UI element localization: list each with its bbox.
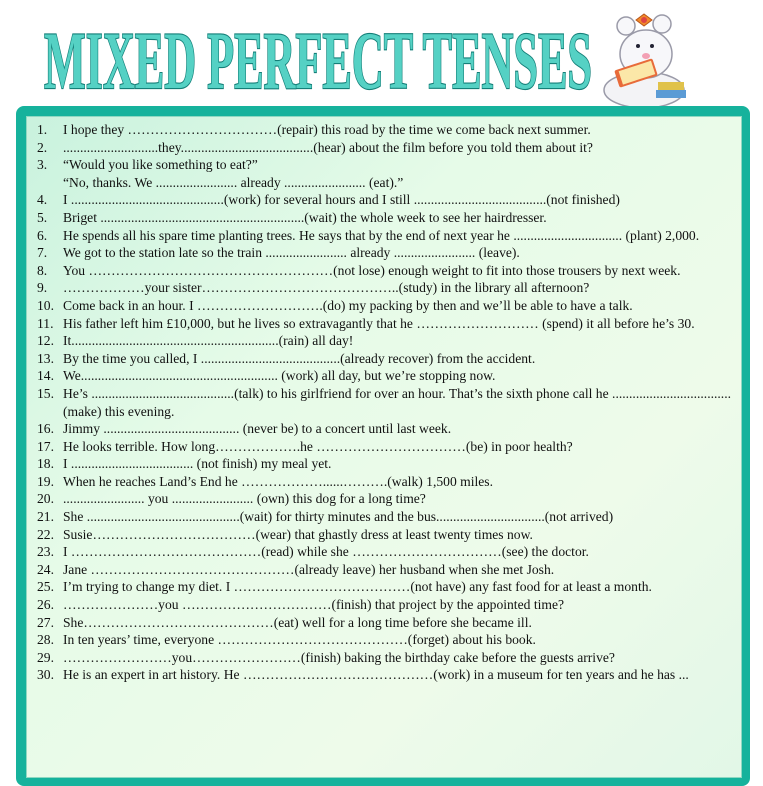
- exercise-item: [37, 666, 731, 684]
- item-number: 3.: [37, 157, 48, 173]
- exercise-item: [37, 367, 731, 385]
- item-number: 7.: [37, 245, 48, 261]
- item-text: ……………………you……………………(finish) baking the birthday cake before the guests arrive?: [63, 649, 615, 665]
- exercise-list: [37, 121, 731, 684]
- exercise-item: [37, 543, 731, 561]
- exercise-item: [37, 121, 731, 139]
- item-text: In ten years’ time, everyone ……………………………………(forget) about his book.: [63, 632, 536, 648]
- item-text: We.......................................................... (work) all day, but we’re stopping now.: [63, 368, 496, 384]
- item-text: It.............................................................(rain) all day!: [63, 333, 354, 349]
- item-text: She……………………………………(eat) well for a long time before she became ill.: [63, 614, 532, 630]
- exercise-item: [37, 156, 731, 174]
- item-number: 17.: [37, 438, 54, 454]
- exercise-item: [37, 297, 731, 315]
- item-text: He is an expert in art history. He ……………………………………(work) in a museum for ten years and he has ...: [63, 667, 689, 683]
- exercise-item: [37, 332, 731, 350]
- page-title: [40, 6, 600, 102]
- exercise-item: [37, 262, 731, 280]
- item-text: I .................................... (not finish) my meal yet.: [63, 456, 332, 472]
- exercise-item: [37, 227, 731, 245]
- item-number: 12.: [37, 333, 54, 349]
- item-text: She .............................................(wait) for thirty minutes and the bus................................(not arrived): [63, 509, 614, 525]
- item-number: 13.: [37, 350, 54, 366]
- item-text: Jane ………………………………………(already leave) her husband when she met Josh.: [63, 561, 555, 577]
- title-text: MIXED PERFECT TENSES: [44, 15, 592, 102]
- item-text: “No, thanks. We ........................ already ........................ (eat).”: [63, 174, 404, 190]
- exercise-item: [37, 139, 731, 157]
- exercise-item: [37, 455, 731, 473]
- exercise-item: [37, 279, 731, 297]
- item-number: 11.: [37, 315, 54, 331]
- exercise-item: [37, 438, 731, 456]
- item-number: [37, 174, 63, 192]
- item-number: 24.: [37, 561, 54, 577]
- item-number: 25.: [37, 579, 54, 595]
- item-text: His father left him £10,000, but he lives so extravagantly that he ……………………… (spend) it all before he’s 30.: [63, 315, 695, 331]
- item-text: I hope they ……………………………(repair) this road by the time we come back next summer.: [63, 122, 591, 137]
- item-text: ………………your sister……………………………………..(study) in the library all afternoon?: [63, 280, 590, 296]
- exercise-item: [37, 209, 731, 227]
- item-text: I .............................................(work) for several hours and I still .......................................(not finished): [63, 192, 620, 208]
- exercise-item: [37, 385, 731, 420]
- item-text: …………………you ……………………………(finish) that project by the appointed time?: [63, 597, 565, 613]
- exercise-item: [37, 631, 731, 649]
- item-text: I’m trying to change my diet. I …………………………………(not have) any fast food for at least a month.: [63, 579, 652, 595]
- item-number: 28.: [37, 632, 54, 648]
- item-number: 10.: [37, 297, 54, 313]
- item-number: 30.: [37, 667, 54, 683]
- item-number: 15.: [37, 385, 54, 401]
- item-number: 4.: [37, 192, 48, 208]
- item-text: Briget ............................................................(wait) the whole week to see her hairdresser.: [63, 209, 547, 225]
- item-number: 23.: [37, 544, 54, 560]
- exercise-item: [37, 350, 731, 368]
- item-text: ........................ you ........................ (own) this dog for a long time?: [63, 491, 426, 507]
- item-number: 2.: [37, 139, 48, 155]
- exercise-item: [37, 315, 731, 333]
- exercise-item: [37, 578, 731, 596]
- item-text: We got to the station late so the train ........................ already ........................ (leave).: [63, 245, 520, 261]
- exercise-item: [37, 420, 731, 438]
- item-number: 8.: [37, 262, 48, 278]
- item-text: “Would you like something to eat?”: [63, 157, 258, 173]
- item-text: You ………………………………………………(not lose) enough weight to fit into those trousers by next week.: [63, 262, 681, 278]
- item-text: He looks terrible. How long……………….he ……………………………(be) in poor health?: [63, 438, 573, 454]
- item-number: 21.: [37, 509, 54, 525]
- worksheet-panel: [26, 116, 742, 778]
- exercise-item: [37, 614, 731, 632]
- exercise-item: [37, 490, 731, 508]
- item-number: 9.: [37, 280, 48, 296]
- item-text: He spends all his spare time planting trees. He says that by the end of next year he ................................ (plant) 2,000.: [63, 227, 700, 243]
- item-number: 1.: [37, 122, 48, 137]
- item-text: By the time you called, I .........................................(already recover) from the accident.: [63, 350, 536, 366]
- item-text: I ……………………………………(read) while she ……………………………(see) the doctor.: [63, 544, 589, 560]
- exercise-item: [37, 561, 731, 579]
- mouse-reading-book-icon: [596, 6, 692, 110]
- item-number: 29.: [37, 649, 54, 665]
- exercise-item: [37, 596, 731, 614]
- exercise-item: [37, 244, 731, 262]
- exercise-item: [37, 191, 731, 209]
- exercise-item: [37, 508, 731, 526]
- item-number: 14.: [37, 368, 54, 384]
- item-number: 22.: [37, 526, 54, 542]
- item-text: Jimmy ........................................ (never be) to a concert until last week.: [63, 421, 452, 437]
- item-number: 5.: [37, 209, 48, 225]
- item-number: 19.: [37, 473, 54, 489]
- exercise-item: [37, 174, 731, 192]
- item-number: 27.: [37, 614, 54, 630]
- item-text: Come back in an hour. I ……………………….(do) my packing by then and we’ll be able to have a talk.: [63, 297, 633, 313]
- item-text: Susie………………………………(wear) that ghastly dress at least twenty times now.: [63, 526, 533, 542]
- item-text: He’s ..........................................(talk) to his girlfriend for over an hour. That’s the sixth phone call he ...................................(make) this evening.: [63, 385, 731, 419]
- item-number: 6.: [37, 227, 48, 243]
- item-number: 26.: [37, 597, 54, 613]
- item-number: 18.: [37, 456, 54, 472]
- item-text: When he reaches Land’s End he ………………......……….(walk) 1,500 miles.: [63, 473, 493, 489]
- item-text: ............................they.......................................(hear) about the film before you told them about it?: [63, 139, 593, 155]
- exercise-item: [37, 649, 731, 667]
- item-number: 20.: [37, 491, 54, 507]
- item-number: 16.: [37, 421, 54, 437]
- exercise-item: [37, 473, 731, 491]
- exercise-item: [37, 526, 731, 544]
